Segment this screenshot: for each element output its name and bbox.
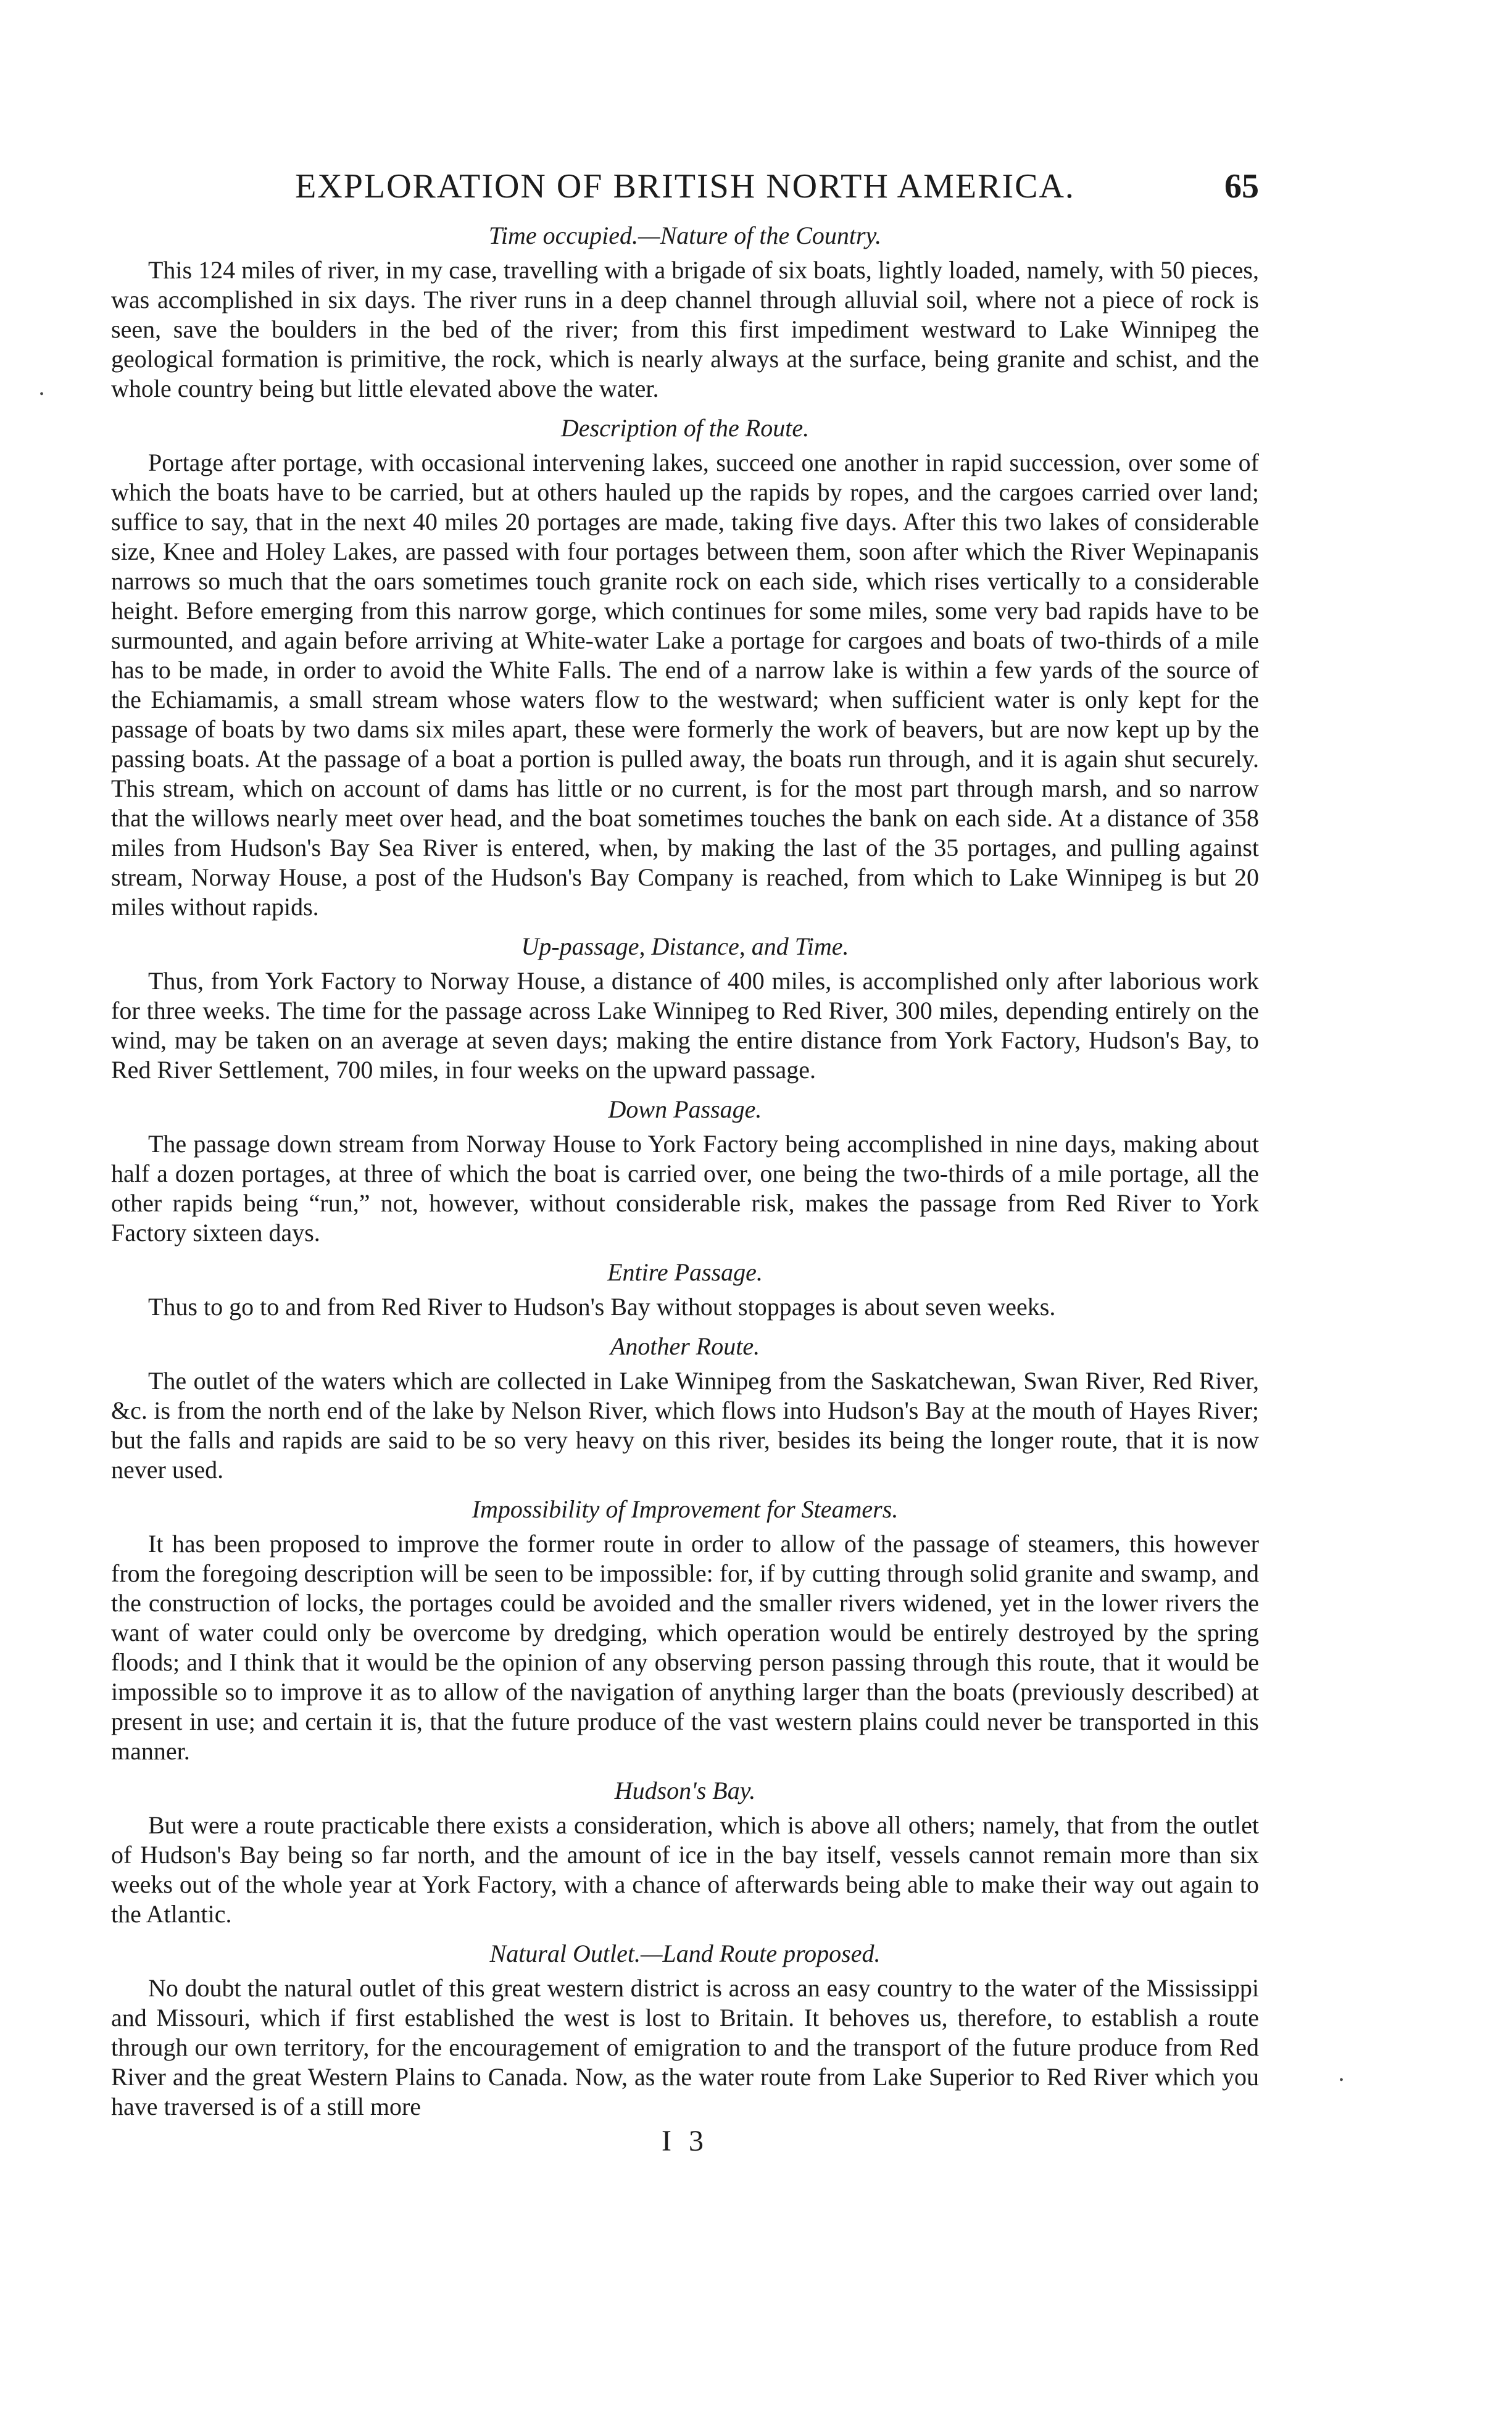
page-header bbox=[111, 162, 1259, 211]
section-heading: Up-passage, Distance, and Time. bbox=[521, 932, 849, 960]
paragraph: Thus, from York Factory to Norway House, a distance of 400 miles, is accomplished only after laborious work for three weeks. The time for the passage across Lake Winnipeg to Red River, 300 miles, depending entirely on the wind, may be taken on an average at seven days; making the entire distance from York Factory, Hudson's Bay, to Red River Settlement, 700 miles, in four weeks on the upward passage. bbox=[111, 967, 1259, 1084]
paragraph: But were a route practicable there exists a consideration, which is above all others; namely, that from the outlet of Hudson's Bay being so far north, and the amount of ice in the bay itself, vessels cannot remain more than six weeks out of the whole year at York Factory, with a chance of afterwards being able to make their way out again to the Atlantic. bbox=[111, 1811, 1259, 1928]
section-entire-passage bbox=[111, 1256, 1259, 1322]
paragraph: No doubt the natural outlet of this great western district is across an easy country to the water of the Mississippi and Missouri, which if first established the west is lost to Britain. It behoves us, therefore, to establish a route through our own territory, for the encouragement of emigration to and the transport of the future produce from Red River and the great Western Plains to Canada. Now, as the water route from Lake Superior to Red River which you have traversed is of a still more bbox=[111, 1974, 1259, 2120]
section-heading: Another Route. bbox=[610, 1332, 760, 1360]
section-heading: Description of the Route. bbox=[560, 414, 810, 442]
section-impossibility-steamers bbox=[111, 1493, 1259, 1766]
section-natural-outlet bbox=[111, 1938, 1259, 2122]
section-up-passage bbox=[111, 931, 1259, 1085]
section-heading: Hudson's Bay. bbox=[614, 1777, 756, 1804]
margin-dot-left: • bbox=[39, 388, 44, 401]
paragraph: It has been proposed to improve the former route in order to allow of the passage of steamers, this however from the foregoing description will be seen to be impossible: for, if by cutting through solid granite and swamp, and the construction of locks, the portages could be avoided and the smaller rivers widened, yet in the lower rivers the want of water could only be overcome by dredging, which operation would be entirely destroyed by the spring floods; and I think that it would be the opinion of any observing person passing through this route, that it would be impossible so to improve it as to allow of the navigation of anything larger than the boats (previously described) at present in use; and certain it is, that the future produce of the vast western plains could never be transported in this manner. bbox=[111, 1530, 1259, 1765]
paragraph: The passage down stream from Norway House to York Factory being accomplished in nine days, making about half a dozen portages, at three of which the boat is carried over, one being the two-thirds of a mile portage, all the other rapids being “run,” not, however, without considerable risk, makes the passage from Red River to York Factory sixteen days. bbox=[111, 1130, 1259, 1247]
section-heading: Natural Outlet.—Land Route proposed. bbox=[489, 1940, 881, 1967]
page-number: 65 bbox=[1224, 167, 1259, 205]
section-heading: Down Passage. bbox=[608, 1095, 762, 1123]
page bbox=[111, 162, 1259, 2159]
section-down-passage bbox=[111, 1094, 1259, 1248]
margin-dot-right: • bbox=[1339, 2073, 1344, 2087]
section-description-of-route bbox=[111, 412, 1259, 922]
section-time-occupied bbox=[111, 220, 1259, 404]
paragraph: This 124 miles of river, in my case, travelling with a brigade of six boats, lightly loaded, namely, with 50 pieces, was accomplished in six days. The river runs in a deep channel through alluvial soil, where not a piece of rock is seen, save the boulders in the bed of the river; from this first impediment westward to Lake Winnipeg the geological formation is primitive, the rock, which is nearly always at the surface, being granite and schist, and the whole country being but little elevated above the water. bbox=[111, 256, 1259, 402]
section-another-route bbox=[111, 1330, 1259, 1485]
section-hudsons-bay bbox=[111, 1775, 1259, 1929]
section-heading: Impossibility of Improvement for Steamers. bbox=[471, 1495, 899, 1523]
paragraph: Thus to go to and from Red River to Hudson's Bay without stoppages is about seven weeks. bbox=[148, 1293, 1056, 1321]
running-title: EXPLORATION OF BRITISH NORTH AMERICA. bbox=[295, 167, 1075, 205]
paragraph: Portage after portage, with occasional intervening lakes, succeed one another in rapid succession, over some of which the boats have to be carried, but at others hauled up the rapids by ropes, and the cargoes carried over land; suffice to say, that in the next 40 miles 20 portages are made, taking five days. After this two lakes of considerable size, Knee and Holey Lakes, are passed with four portages between them, soon after which the River Wepinapanis narrows so much that the oars sometimes touch granite rock on each side, which rises vertically to a considerable height. Before emerging from this narrow gorge, which continues for some miles, some very bad rapids have to be surmounted, and again before arriving at White-water Lake a portage for cargoes and boats of two-thirds of a mile has to be made, in order to avoid the White Falls. The end of a narrow lake is within a few yards of the source of the Echiamamis, a small stream whose waters flow to the westward; when sufficient water is only kept for the passage of boats by two dams six miles apart, these were formerly the work of beavers, but are now kept up by the passing boats. At the passage of a boat a portion is pulled away, the boats run through, and it is again shut securely. This stream, which on account of dams has little or no current, is for the most part through marsh, and so narrow that the willows nearly meet over head, and the boat sometimes touches the bank on each side. At a distance of 358 miles from Hudson's Bay Sea River is entered, when, by making the last of the 35 portages, and pulling against stream, Norway House, a post of the Hudson's Bay Company is reached, from which to Lake Winnipeg is but 20 miles without rapids. bbox=[111, 449, 1259, 921]
section-heading: Entire Passage. bbox=[607, 1258, 763, 1286]
paragraph: The outlet of the waters which are collected in Lake Winnipeg from the Saskatchewan, Swan River, Red River, &c. is from the north end of the lake by Nelson River, which flows into Hudson's Bay at the mouth of Hayes River; but the falls and rapids are said to be so very heavy on this river, besides its being the longer route, that it is now never used. bbox=[111, 1367, 1259, 1484]
section-heading: Time occupied.—Nature of the Country. bbox=[488, 222, 882, 249]
signature-mark: I 3 bbox=[662, 2125, 708, 2157]
